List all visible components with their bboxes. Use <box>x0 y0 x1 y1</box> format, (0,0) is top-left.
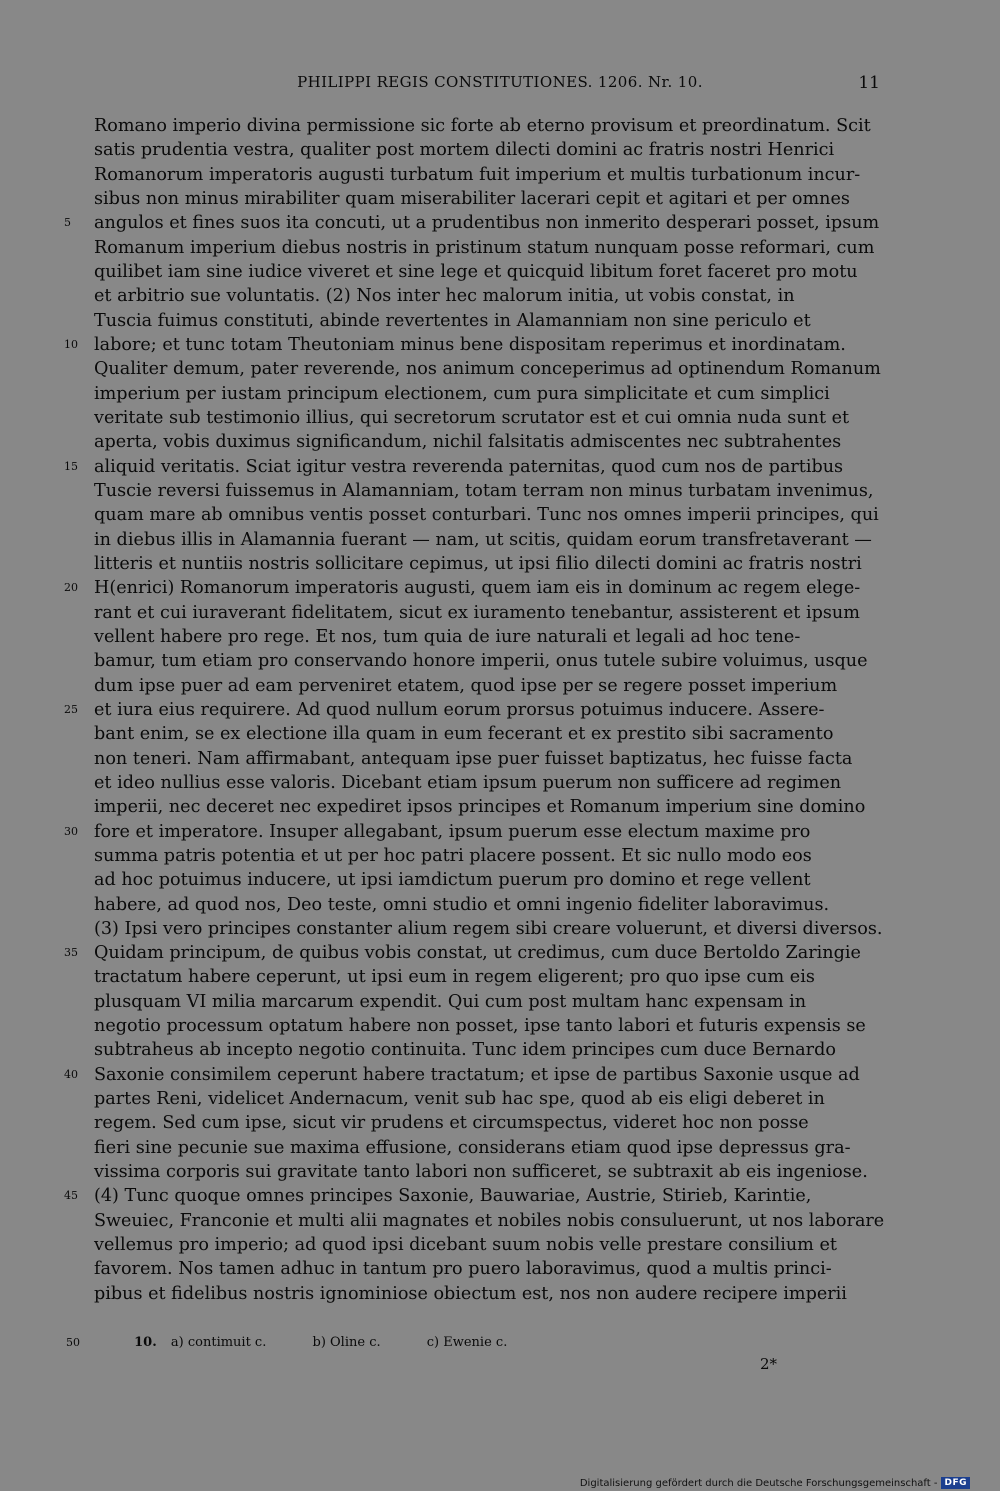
text-line <box>64 211 884 235</box>
line-text: Romanum imperium diebus nostris in pristinum statum nunquam posse reformari, cum <box>94 237 875 258</box>
text-line <box>94 260 884 284</box>
line-text: Tuscie reversi fuissemus in Alamanniam, totam terram non minus turbatam invenimus, <box>94 480 874 501</box>
line-text: imperii, nec deceret nec expediret ipsos principes et Romanum imperium sine domino <box>94 797 866 818</box>
line-text: veritate sub testimonio illius, qui secretorum scrutator est et cui omnia nuda sunt et <box>94 407 850 428</box>
line-text: pibus et fidelibus nostris ignominiose obiectum est, nos non audere recipere imperii <box>94 1283 847 1304</box>
text-line <box>64 455 884 479</box>
line-text: et ideo nullius esse valoris. Dicebant etiam ipsum puerum non sufficere ad regimen <box>94 772 842 793</box>
text-line <box>94 965 884 989</box>
line-text: fore et imperatore. Insuper allegabant, ipsum puerum esse electum maxime pro <box>94 821 811 842</box>
page-number: 11 <box>858 73 880 93</box>
line-text: fieri sine pecunie sue maxima effusione, considerans etiam quod ipse depressus gra- <box>94 1137 851 1158</box>
text-line <box>94 1160 884 1184</box>
text-line <box>94 771 884 795</box>
text-line <box>94 1014 884 1038</box>
text-line <box>94 382 884 406</box>
line-text: regem. Sed cum ipse, sicut vir prudens et circumspectus, videret hoc non posse <box>94 1113 809 1134</box>
text-line <box>94 722 884 746</box>
line-text: et arbitrio sue voluntatis. (2) Nos inter hec malorum initia, ut vobis constat, in <box>94 286 795 307</box>
text-line <box>94 1233 884 1257</box>
text-line <box>94 625 884 649</box>
text-line <box>94 357 884 381</box>
text-line <box>94 309 884 333</box>
line-text: H(enrici) Romanorum imperatoris augusti, quem iam eis in dominum ac regem elege- <box>94 578 861 599</box>
text-line <box>94 479 884 503</box>
text-line <box>94 552 884 576</box>
line-text: partes Reni, videlicet Andernacum, venit sub hac spe, quod ab eis eligi deberet in <box>94 1089 825 1110</box>
line-text: aperta, vobis duximus significandum, nichil falsitatis admiscentes nec subtrahentes <box>94 432 842 453</box>
line-text: summa patris potentia et ut per hoc patri placere possent. Et sic nullo modo eos <box>94 845 812 866</box>
text-line <box>94 674 884 698</box>
line-number: 15 <box>64 459 78 473</box>
text-line <box>64 333 884 357</box>
line-text: Romanorum imperatoris augusti turbatum fuit imperium et multis turbationum incur- <box>94 164 861 185</box>
line-text: sibus non minus mirabiliter quam miserabiliter lacerari cepit et agitari et per omnes <box>94 188 850 209</box>
line-text: vellent habere pro rege. Et nos, tum quia de iure naturali et legali ad hoc tene- <box>94 626 801 647</box>
line-text: (4) Tunc quoque omnes principes Saxonie, Bauwariae, Austrie, Stirieb, Karintie, <box>94 1186 812 1207</box>
text-line <box>94 1209 884 1233</box>
line-number: 30 <box>64 824 78 838</box>
body-text <box>64 114 885 1306</box>
line-text: litteris et nuntiis nostris sollicitare cepimus, ut ipsi filio dilecti domini ac fratris nostri <box>94 553 862 574</box>
line-text: plusquam VI milia marcarum expendit. Qui cum post multam hanc expensam in <box>94 991 807 1012</box>
text-line <box>64 1063 884 1087</box>
text-line <box>94 284 884 308</box>
text-line <box>94 1257 884 1281</box>
text-line <box>94 114 884 138</box>
text-line <box>64 576 884 600</box>
line-text: dum ipse puer ad eam perveniret etatem, quod ipse per se regere posset imperium <box>94 675 838 696</box>
text-line <box>94 868 884 892</box>
line-text: bamur, tum etiam pro conservando honore imperii, onus tutele subire voluimus, usque <box>94 651 868 672</box>
text-line <box>94 893 884 917</box>
line-number: 40 <box>64 1067 78 1081</box>
line-text: vissima corporis sui gravitate tanto labori non sufficeret, se subtraxit ab eis ingeniose. <box>94 1162 868 1183</box>
footnote-line-number: 50 <box>66 1336 80 1349</box>
line-text: aliquid veritatis. Sciat igitur vestra reverenda paternitas, quod cum nos de partibus <box>94 456 844 477</box>
line-text: Qualiter demum, pater reverende, nos animum conceperimus ad optinendum Romanum <box>94 359 881 380</box>
line-text: habere, ad quod nos, Deo teste, omni studio et omni ingenio fideliter laboravimus. <box>94 894 830 915</box>
line-number: 35 <box>64 946 78 960</box>
text-line <box>94 601 884 625</box>
text-line <box>94 1136 884 1160</box>
line-text: negotio processum optatum habere non posset, ipse tanto labori et futuris expensis se <box>94 1016 866 1037</box>
line-number: 45 <box>64 1189 78 1203</box>
text-line <box>94 649 884 673</box>
line-text: subtraheus ab incepto negotio continuita. Tunc idem principes cum duce Bernardo <box>94 1040 836 1061</box>
text-line <box>94 795 884 819</box>
line-number: 5 <box>64 216 71 230</box>
line-text: rant et cui iuraverant fidelitatem, sicut ex iuramento tenebantur, assisterent et ipsum <box>94 602 860 623</box>
text-line <box>94 1087 884 1111</box>
footnote-c: c) Ewenie c. <box>426 1335 508 1350</box>
line-text: imperium per iustam principum electionem, cum pura simplicitate et cum simplici <box>94 383 830 404</box>
text-line <box>94 1282 884 1306</box>
line-text: labore; et tunc totam Theutoniam minus bene dispositam reperimus et inordinatam. <box>94 334 846 355</box>
line-text: vellemus pro imperio; ad quod ipsi dicebant suum nobis velle prestare consilium et <box>94 1235 837 1256</box>
line-text: angulos et fines suos ita concuti, ut a prudentibus non inmerito desperari posset, ipsum <box>94 213 880 234</box>
text-line <box>94 236 884 260</box>
line-text: quam mare ab omnibus ventis posset conturbari. Tunc nos omnes imperii principes, qui <box>94 505 879 526</box>
line-number: 10 <box>64 337 78 351</box>
line-text: (3) Ipsi vero principes constanter alium regem sibi creare voluerunt, et diversi diversos. <box>94 918 883 939</box>
footnote-a: a) contimuit c. <box>170 1335 267 1350</box>
digitization-credit <box>580 1477 970 1489</box>
line-text: tractatum habere ceperunt, ut ipsi eum in regem eligerent; pro quo ipse cum eis <box>94 967 815 988</box>
line-text: Romano imperio divina permissione sic forte ab eterno provisum et preordinatum. Scit <box>94 116 871 136</box>
text-line <box>94 528 884 552</box>
credit-text: Digitalisierung gefördert durch die Deutsche Forschungsgemeinschaft - <box>579 1477 938 1489</box>
text-line <box>94 406 884 430</box>
signature-mark: 2* <box>760 1355 778 1373</box>
text-line <box>64 698 884 722</box>
line-text: quilibet iam sine iudice viveret et sine lege et quicquid libitum foret faceret pro motu <box>94 261 858 282</box>
text-line <box>94 138 884 162</box>
line-text: non teneri. Nam affirmabant, antequam ipse puer fuisset baptizatus, hec fuisse facta <box>94 748 853 769</box>
line-text: Tuscia fuimus constituti, abinde revertentes in Alamanniam non sine periculo et <box>94 310 811 331</box>
text-line <box>94 187 884 211</box>
line-text: in diebus illis in Alamannia fuerant — nam, ut scitis, quidam eorum transfretaverant — <box>94 529 872 550</box>
text-line <box>94 844 884 868</box>
text-line <box>64 820 884 844</box>
line-text: et iura eius requirere. Ad quod nullum eorum prorsus potuimus inducere. Assere- <box>94 699 825 720</box>
text-line <box>94 430 884 454</box>
line-text: bant enim, se ex electione illa quam in eum fecerant et ex prestito sibi sacramento <box>94 724 834 745</box>
line-number: 20 <box>64 581 78 595</box>
footnote-b: b) Oline c. <box>312 1335 381 1350</box>
text-line <box>94 917 884 941</box>
dfg-logo: DFG <box>941 1477 970 1489</box>
text-line <box>94 163 884 187</box>
text-line <box>94 1111 884 1135</box>
line-text: ad hoc potuimus inducere, ut ipsi iamdictum puerum pro domino et rege vellent <box>94 870 811 891</box>
line-text: favorem. Nos tamen adhuc in tantum pro puero laboravimus, quod a multis princi- <box>94 1259 832 1280</box>
footnote-doc-number: 10. <box>134 1335 157 1350</box>
text-line <box>64 941 884 965</box>
line-text: Saxonie consimilem ceperunt habere tractatum; et ipse de partibus Saxonie usque ad <box>94 1064 860 1085</box>
text-line <box>94 747 884 771</box>
line-number: 25 <box>64 702 78 716</box>
text-line <box>94 990 884 1014</box>
line-text: Sweuiec, Franconie et multi alii magnates et nobiles nobis consuluerunt, ut nos laborare <box>94 1210 885 1231</box>
footnotes <box>66 1335 549 1350</box>
text-line <box>64 1184 884 1208</box>
text-line <box>94 1038 884 1062</box>
line-text: Quidam principum, de quibus vobis constat, ut credimus, cum duce Bertoldo Zaringie <box>94 943 861 964</box>
running-header: PHILIPPI REGIS CONSTITUTIONES. 1206. Nr. 10. <box>297 73 703 91</box>
line-text: satis prudentia vestra, qualiter post mortem dilecti domini ac fratris nostri Henrici <box>94 140 835 161</box>
text-line <box>94 503 884 527</box>
